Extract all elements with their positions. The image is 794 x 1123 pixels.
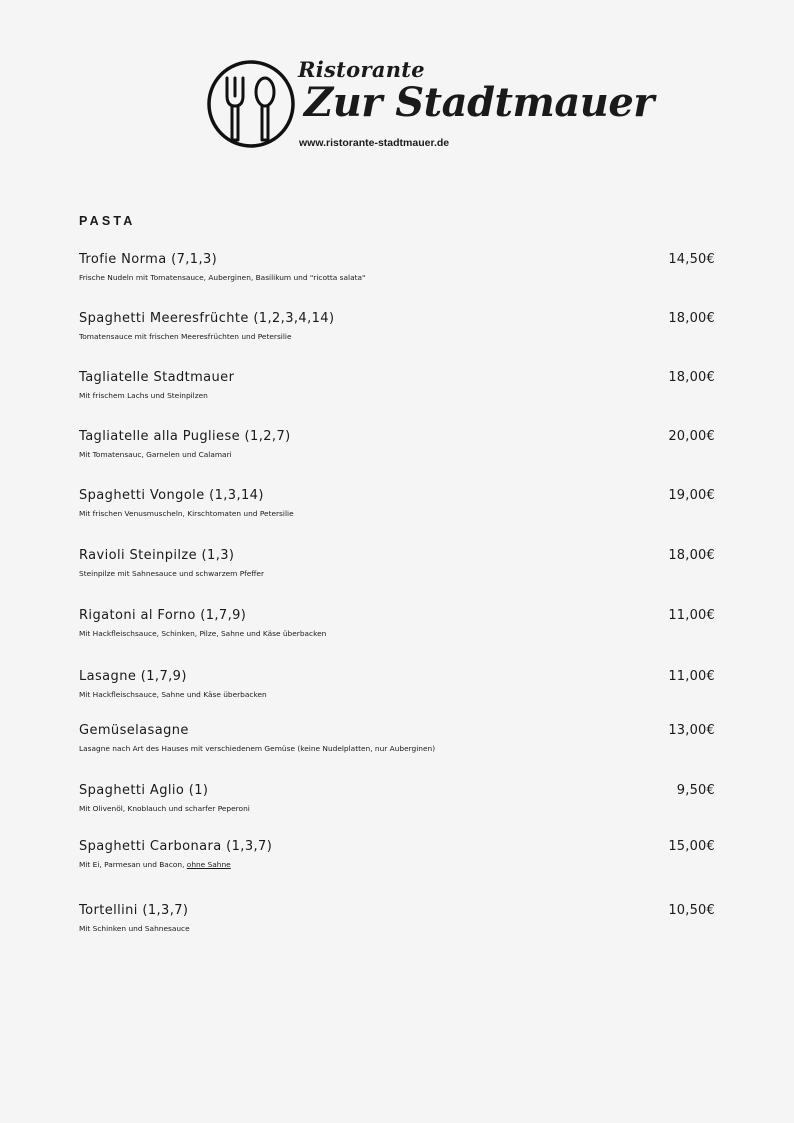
menu-item xyxy=(79,608,715,640)
dish-description: Mit Olivenöl, Knoblauch und scharfer Peperoni xyxy=(79,804,250,813)
dish-price: 13,00€ xyxy=(668,723,715,738)
logo-subtitle: Ristorante xyxy=(298,57,425,82)
website-link[interactable]: www.ristorante-stadtmauer.de xyxy=(299,137,450,149)
dish-price: 15,00€ xyxy=(668,839,715,854)
dish-name: Rigatoni al Forno (1,7,9) xyxy=(79,608,247,623)
dish-name: Ravioli Steinpilze (1,3) xyxy=(79,548,235,563)
dish-price: 19,00€ xyxy=(668,488,715,503)
menu-item xyxy=(79,488,715,520)
dish-price: 10,50€ xyxy=(668,903,715,918)
dish-price: 18,00€ xyxy=(668,548,715,563)
dish-description: Mit Schinken und Sahnesauce xyxy=(79,924,190,933)
dish-name: Tortellini (1,3,7) xyxy=(79,903,189,918)
dish-price: 18,00€ xyxy=(668,311,715,326)
menu-item xyxy=(79,370,715,402)
dish-price: 20,00€ xyxy=(668,429,715,444)
dish-description: Steinpilze mit Sahnesauce und schwarzem Pfeffer xyxy=(79,569,264,578)
dish-description: Mit frischem Lachs und Steinpilzen xyxy=(79,391,208,400)
dish-name: Tagliatelle Stadtmauer xyxy=(79,370,235,385)
dish-price: 14,50€ xyxy=(668,252,715,267)
dish-description-text: Mit Ei, Parmesan und Bacon, xyxy=(79,860,187,869)
menu-item xyxy=(79,311,715,343)
dish-name: Gemüselasagne xyxy=(79,723,189,738)
dish-name: Spaghetti Vongole (1,3,14) xyxy=(79,488,264,503)
dish-description: Mit Hackfleischsauce, Schinken, Pilze, Sahne und Käse überbacken xyxy=(79,629,327,638)
restaurant-name: Zur Stadtmauer xyxy=(304,79,654,126)
dish-description xyxy=(79,858,599,871)
cutlery-emblem-icon xyxy=(205,58,297,150)
dish-price: 11,00€ xyxy=(668,669,715,684)
menu-item xyxy=(79,903,715,935)
dish-name: Trofie Norma (7,1,3) xyxy=(79,252,218,267)
menu-item xyxy=(79,548,715,580)
menu-item xyxy=(79,429,715,461)
dish-description-underlined: ohne Sahne xyxy=(186,860,231,869)
dish-description: Mit Tomatensauc, Garnelen und Calamari xyxy=(79,450,232,459)
dish-description: Mit Hackfleischsauce, Sahne und Käse überbacken xyxy=(79,690,267,699)
dish-price: 11,00€ xyxy=(668,608,715,623)
dish-description: Frische Nudeln mit Tomatensauce, Auberginen, Basilikum und "ricotta salata" xyxy=(79,273,366,282)
dish-description: Tomatensauce mit frischen Meeresfrüchten und Petersilie xyxy=(79,332,292,341)
dish-description: Lasagne nach Art des Hauses mit verschiedenem Gemüse (keine Nudelplatten, nur Auberginen) xyxy=(79,744,436,753)
restaurant-logo xyxy=(205,55,654,155)
dish-name: Lasagne (1,7,9) xyxy=(79,669,187,684)
dish-name: Spaghetti Carbonara (1,3,7) xyxy=(79,839,273,854)
menu-item xyxy=(79,723,715,755)
dish-price: 9,50€ xyxy=(676,783,715,798)
dish-description: Mit frischen Venusmuscheln, Kirschtomaten und Petersilie xyxy=(79,509,294,518)
menu-item xyxy=(79,252,715,284)
menu-item xyxy=(79,839,715,871)
dish-name: Spaghetti Aglio (1) xyxy=(79,783,209,798)
dish-price: 18,00€ xyxy=(668,370,715,385)
menu-item xyxy=(79,669,715,701)
dish-name: Spaghetti Meeresfrüchte (1,2,3,4,14) xyxy=(79,311,335,326)
menu-item xyxy=(79,783,715,815)
section-title: PASTA xyxy=(79,214,136,228)
dish-name: Tagliatelle alla Pugliese (1,2,7) xyxy=(79,429,291,444)
